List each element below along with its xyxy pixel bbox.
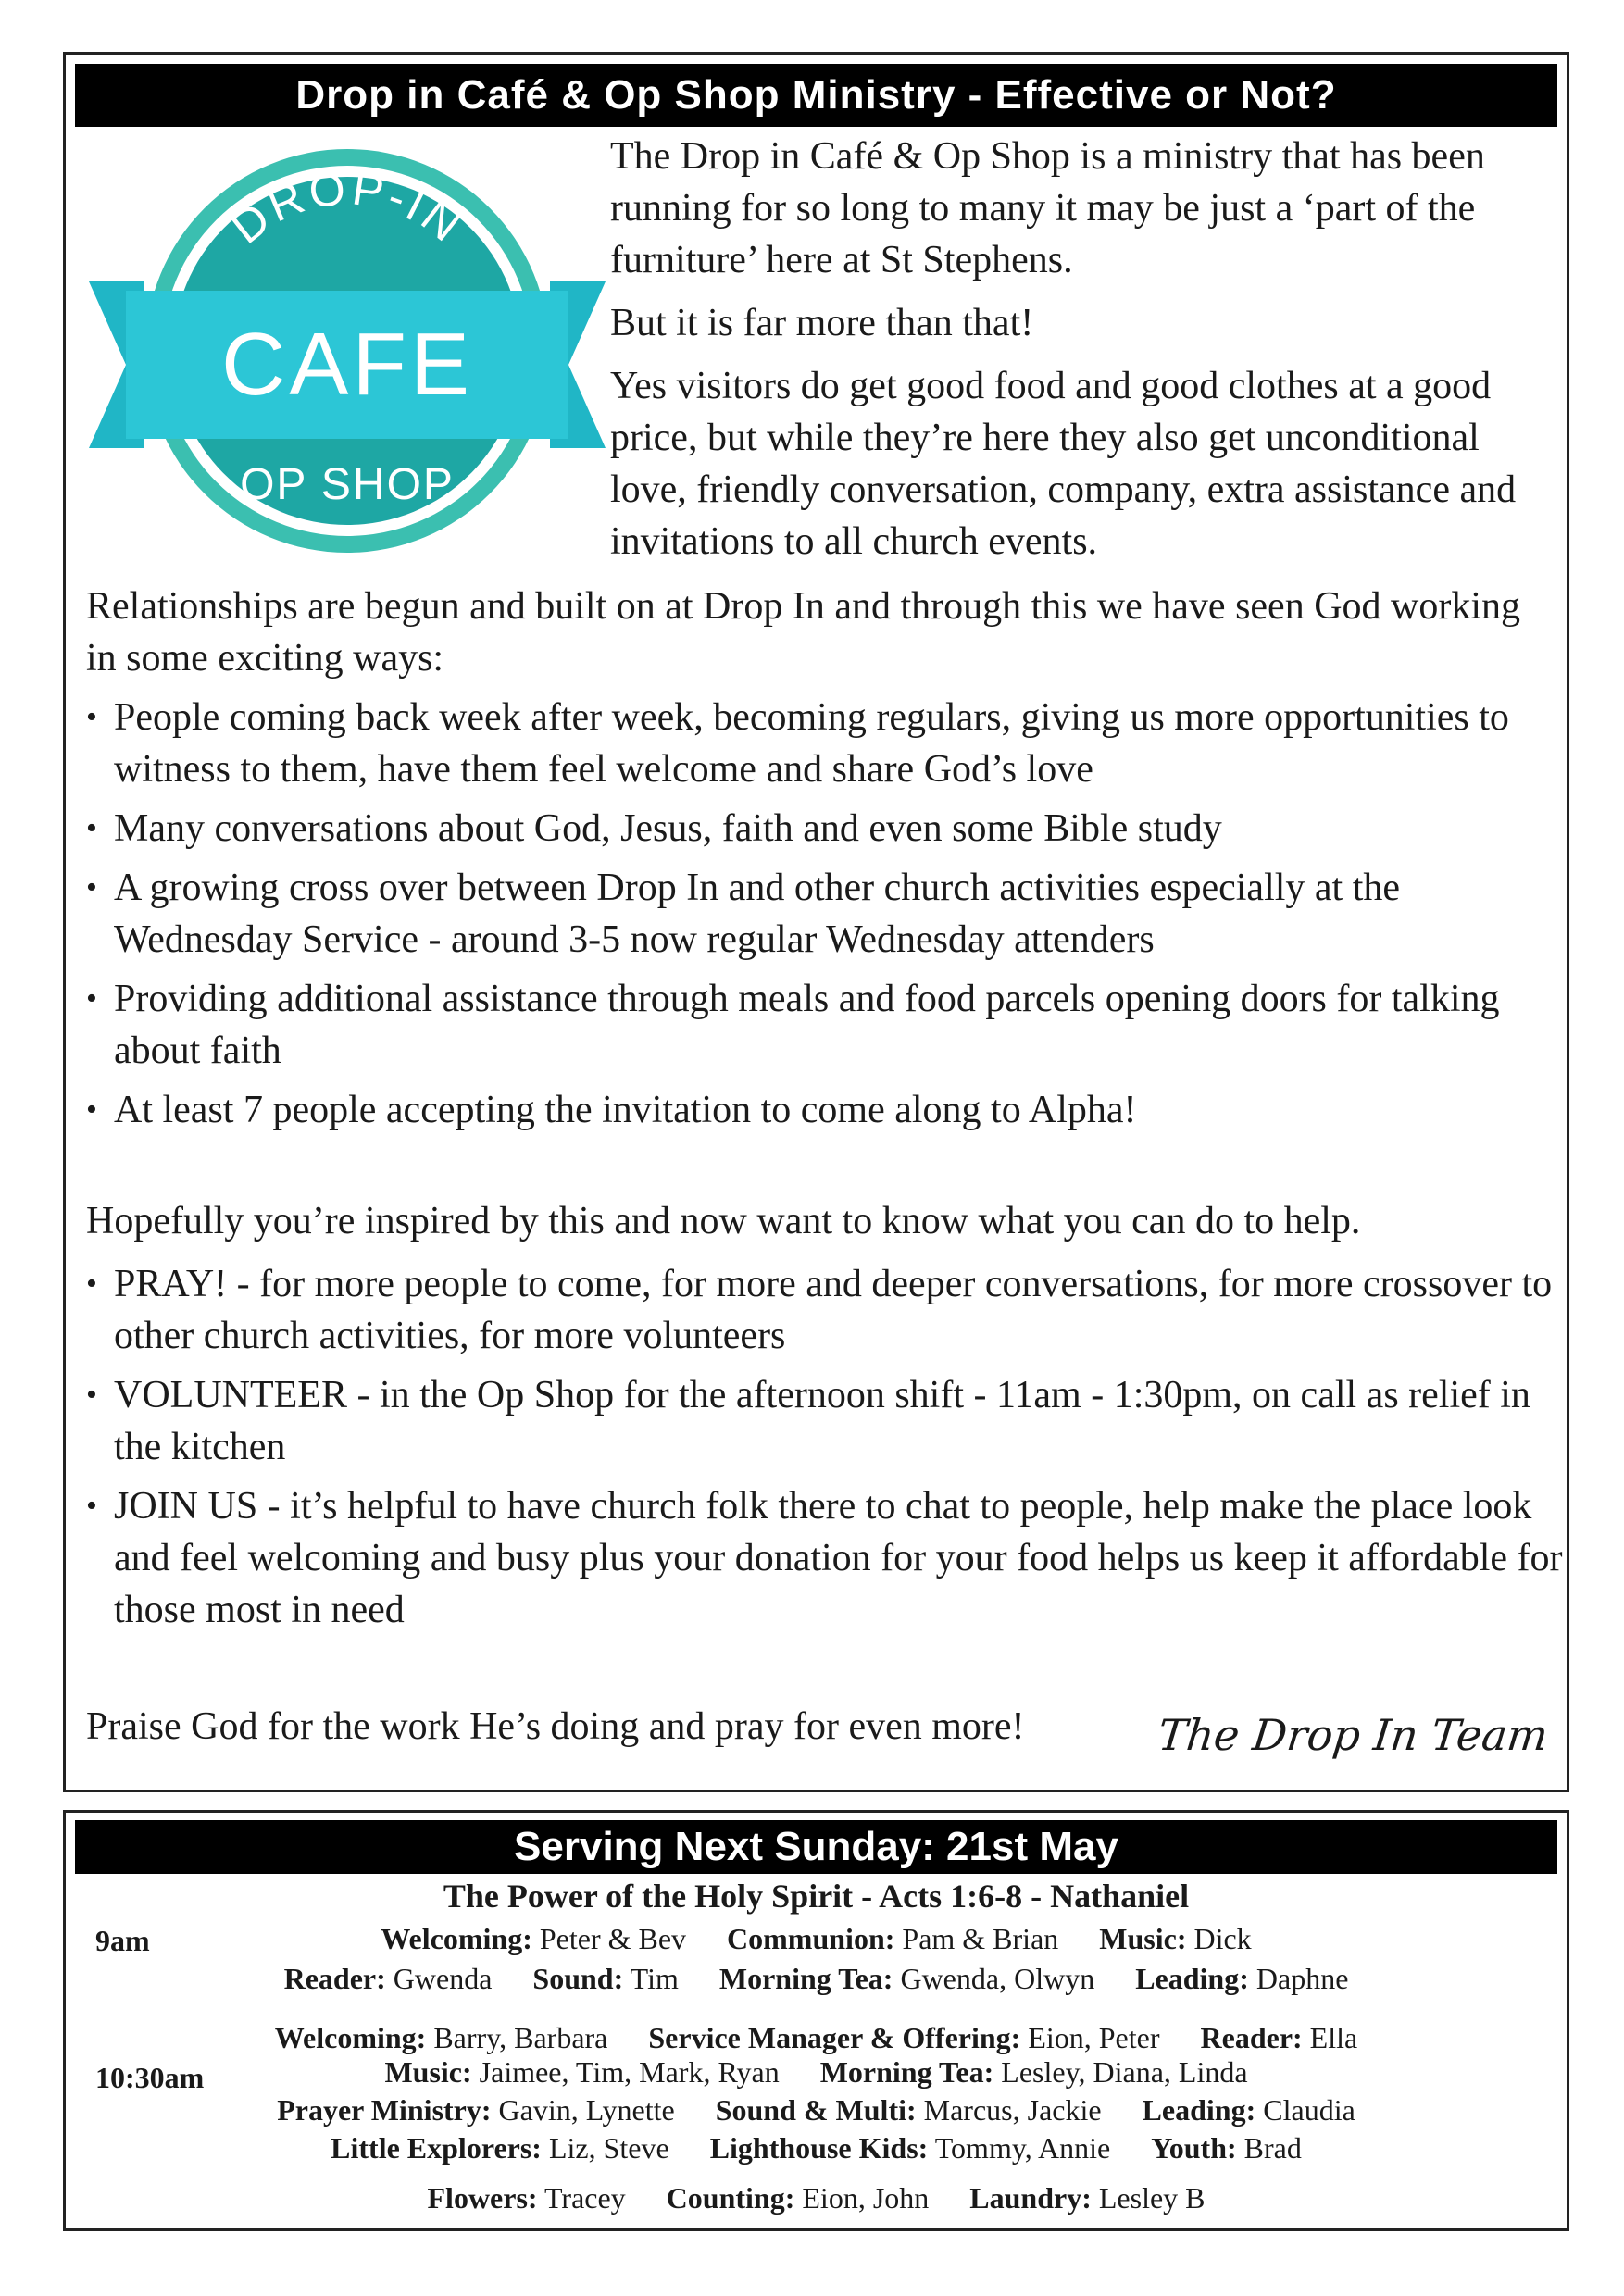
roster-entry xyxy=(820,2054,1248,2090)
roster-role: Little Explorers: xyxy=(331,2131,542,2165)
service-time-1030am: 10:30am xyxy=(95,2061,205,2094)
roster-role: Welcoming: xyxy=(381,1922,532,1955)
list-item: • People coming back week after week, becoming regulars, giving us more opportunities to witness to them, have them feel welcome and share God’s love xyxy=(86,692,1558,795)
roster-role: Communion: xyxy=(727,1922,895,1955)
roster-role: Flowers: xyxy=(427,2181,538,2215)
roster-role: Counting: xyxy=(666,2181,795,2215)
roster-entry xyxy=(275,2020,608,2055)
list-item: • VOLUNTEER - in the Op Shop for the afternoon shift - 11am - 1:30pm, on call as relief in the kitchen xyxy=(86,1369,1568,1473)
roster-role: Music: xyxy=(1099,1922,1187,1955)
roster-role: Welcoming: xyxy=(274,2021,427,2054)
roster-entry xyxy=(277,2092,675,2128)
roster-names: Pam & Brian xyxy=(894,1922,1059,1955)
article-box xyxy=(63,52,1569,1792)
roster-names: Tommy, Annie xyxy=(928,2131,1111,2165)
roster-entry xyxy=(716,2092,1102,2128)
roster-entry xyxy=(710,2130,1111,2165)
serving-box xyxy=(63,1810,1569,2231)
logo-top-text: DROP-IN xyxy=(220,161,474,254)
roster-row xyxy=(66,1921,1567,1956)
roster-names: Tim xyxy=(623,1962,679,1995)
list-item: • PRAY! - for more people to come, for more and deeper conversations, for more crossover to other church activities, for more volunteers xyxy=(86,1258,1568,1362)
logo-middle-text: CAFE xyxy=(220,315,474,414)
roster-role: Sound & Multi: xyxy=(715,2093,917,2127)
list-item: • A growing cross over between Drop In and other church activities especially at the Wednesday Service - around 3-5 now regular Wednesday attenders xyxy=(86,862,1558,966)
roster-names: Tracey xyxy=(537,2181,626,2215)
roster-role: Youth: xyxy=(1151,2131,1237,2165)
roster-role: Reader: xyxy=(1200,2021,1303,2054)
roster-names: Claudia xyxy=(1255,2093,1355,2127)
roster-entry xyxy=(284,1961,493,1996)
roster-row xyxy=(66,1961,1567,1996)
roster-names: Ella xyxy=(1302,2021,1358,2054)
article-heading: Drop in Café & Op Shop Ministry - Effective or Not? xyxy=(75,64,1557,127)
roster-row xyxy=(66,2020,1567,2055)
roster-names: Liz, Steve xyxy=(541,2131,669,2165)
roster-names: Daphne xyxy=(1248,1962,1349,1995)
roster-entry xyxy=(1143,2092,1355,2128)
roster-names: Eion, Peter xyxy=(1020,2021,1160,2054)
roster-entry xyxy=(1151,2130,1302,2165)
roster-entry xyxy=(1135,1961,1348,1996)
roster-names: Gwenda, Olwyn xyxy=(893,1962,1095,1995)
list-item: • Many conversations about God, Jesus, faith and even some Bible study xyxy=(86,803,1558,855)
roster-entry xyxy=(727,1921,1058,1956)
logo-bottom-text: OP SHOP xyxy=(240,460,455,509)
list-item: • At least 7 people accepting the invitation to come along to Alpha! xyxy=(86,1084,1558,1136)
roster-entry xyxy=(1201,2020,1358,2055)
intro-paragraph: But it is far more than that! xyxy=(610,302,1034,344)
roster-names: Barry, Barbara xyxy=(426,2021,608,2054)
roster-names: Brad xyxy=(1236,2131,1302,2165)
roster-role: Lighthouse Kids: xyxy=(709,2131,929,2165)
roster-names: Gavin, Lynette xyxy=(491,2093,675,2127)
sermon-theme: The Power of the Holy Spirit - Acts 1:6-8 - Nathaniel xyxy=(443,1878,1190,1915)
roster-role: Music: xyxy=(384,2055,472,2089)
list-item: • JOIN US - it’s helpful to have church folk there to chat to people, help make the place look and feel welcoming and busy plus your donation for your food helps us keep it affordable for those most in need xyxy=(86,1480,1568,1636)
roster-role: Reader: xyxy=(283,1962,386,1995)
roster-entry xyxy=(532,1961,678,1996)
roster-entry xyxy=(719,1961,1094,1996)
relationships-paragraph: Relationships are begun and built on at Drop In and through this we have seen God working in some exciting ways: xyxy=(86,585,1521,680)
roster-entry xyxy=(667,2180,930,2215)
hopefully-paragraph: Hopefully you’re inspired by this and now want to know what you can do to help. xyxy=(86,1200,1361,1242)
roster-row xyxy=(66,2054,1567,2090)
intro-paragraph: Yes visitors do get good food and good clothes at a good price, but while they’re here they also get unconditional love, friendly conversation, company, extra assistance and invitations to all church events. xyxy=(610,365,1517,563)
roster-names: Jaimee, Tim, Mark, Ryan xyxy=(471,2055,780,2089)
intro-text xyxy=(610,131,1564,579)
roster-entry xyxy=(331,2130,669,2165)
serving-heading: Serving Next Sunday: 21st May xyxy=(75,1820,1557,1874)
roster-role: Morning Tea: xyxy=(819,2055,994,2089)
roster-role: Service Manager & Offering: xyxy=(648,2021,1021,2054)
roster-names: Lesley B xyxy=(1091,2181,1206,2215)
service-time-9am: 9am xyxy=(95,1924,150,1957)
roster-names: Gwenda xyxy=(385,1962,493,1995)
roster-role: Morning Tea: xyxy=(718,1962,893,1995)
roster-role: Prayer Ministry: xyxy=(277,2093,492,2127)
roster-names: Eion, John xyxy=(794,2181,930,2215)
roster-role: Leading: xyxy=(1135,1962,1249,1995)
roster-role: Leading: xyxy=(1142,2093,1256,2127)
signature: The Drop In Team xyxy=(1156,1710,1551,1760)
roster-entry xyxy=(384,2054,779,2090)
roster-names: Peter & Bev xyxy=(531,1922,687,1955)
roster-role: Sound: xyxy=(532,1962,624,1995)
help-section xyxy=(86,1195,1568,1643)
roster-names: Dick xyxy=(1186,1922,1252,1955)
roster-names: Marcus, Jackie xyxy=(916,2093,1102,2127)
intro-paragraph: The Drop in Café & Op Shop is a ministry that has been running for so long to many it may be just a ‘part of the furniture’ here at St Stephens. xyxy=(610,135,1485,281)
roster-entry xyxy=(1099,1921,1251,1956)
drop-in-cafe-logo xyxy=(89,143,606,559)
list-item: • Providing additional assistance through meals and food parcels opening doors for talking about faith xyxy=(86,973,1558,1077)
roster-entry xyxy=(428,2180,626,2215)
relationships-section xyxy=(86,580,1558,1143)
roster-row xyxy=(66,2130,1567,2165)
ways-list xyxy=(86,692,1558,1136)
roster-row xyxy=(66,2180,1567,2215)
roster-entry xyxy=(648,2020,1159,2055)
praise-text: Praise God for the work He’s doing and pray for even more! xyxy=(86,1705,1025,1748)
roster-role: Laundry: xyxy=(969,2181,1092,2215)
roster-row xyxy=(66,2092,1567,2128)
roster-entry xyxy=(381,1921,686,1956)
roster-entry xyxy=(969,2180,1205,2215)
roster-names: Lesley, Diana, Linda xyxy=(993,2055,1248,2089)
help-list xyxy=(86,1258,1568,1636)
